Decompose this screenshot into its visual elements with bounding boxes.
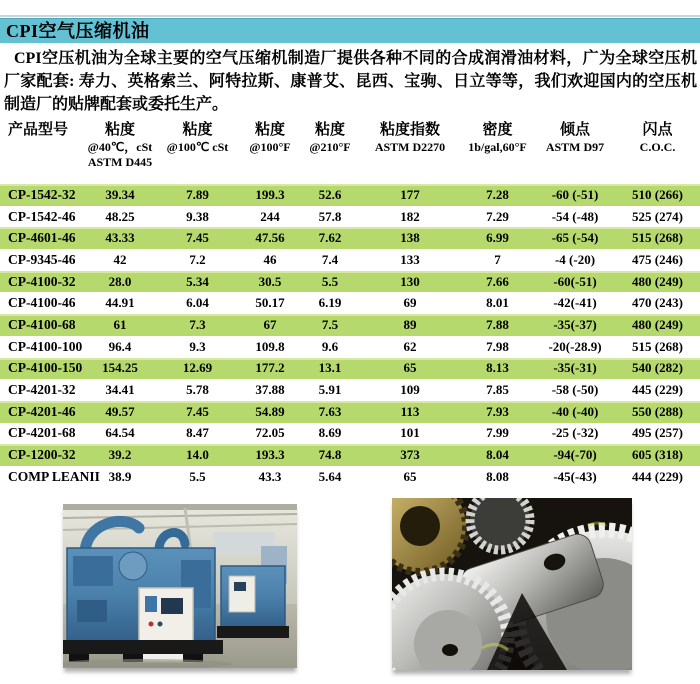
table-row bbox=[0, 206, 700, 228]
column-header bbox=[615, 118, 700, 184]
spec-value-cell: 69 bbox=[403, 295, 417, 311]
spec-value-cell: 445 (229) bbox=[632, 382, 683, 398]
product-model-cell: CP-1542-32 bbox=[8, 186, 76, 202]
spec-value-cell: 177.2 bbox=[255, 360, 285, 376]
spec-value-cell: 47.56 bbox=[255, 230, 285, 246]
column-header-label: 粘度 bbox=[182, 122, 213, 138]
table-header-row bbox=[0, 118, 700, 184]
column-header-sublabel: @210°F bbox=[309, 140, 351, 154]
column-header-sublabel: C.O.C. bbox=[639, 140, 676, 154]
product-model-cell: CP-4201-68 bbox=[8, 425, 76, 441]
column-header-label: 密度 bbox=[482, 122, 513, 138]
spec-value-cell: 182 bbox=[400, 208, 420, 224]
spec-value-cell: 515 (268) bbox=[632, 338, 683, 354]
spec-value-cell: 177 bbox=[400, 186, 420, 202]
spec-value-cell: 7.4 bbox=[321, 251, 339, 267]
column-header-label: 粘度 bbox=[254, 122, 285, 138]
gears-photo-drawing bbox=[392, 498, 632, 670]
column-header bbox=[360, 118, 460, 184]
spec-value-cell: -35(-37) bbox=[553, 316, 597, 332]
spec-value-cell: 49.57 bbox=[105, 403, 135, 419]
spec-value-cell: 7.45 bbox=[186, 403, 209, 419]
spec-value-cell: -20(-28.9) bbox=[548, 338, 602, 354]
oil-spec-table bbox=[0, 118, 700, 488]
spec-value-cell: -42(-41) bbox=[553, 295, 597, 311]
section-title-bar bbox=[0, 18, 700, 43]
column-header bbox=[460, 118, 535, 184]
spec-value-cell: 5.64 bbox=[318, 468, 342, 484]
spec-value-cell: -25 (-32) bbox=[551, 425, 599, 441]
spec-value-cell: 605 (318) bbox=[632, 447, 683, 463]
spec-value-cell: 193.3 bbox=[255, 447, 285, 463]
column-header-sublabel: ASTM D2270 bbox=[374, 140, 446, 154]
product-model-cell: CP-4100-46 bbox=[8, 295, 76, 311]
product-model-cell: CP-4601-46 bbox=[8, 230, 76, 246]
spec-value-cell: 5.91 bbox=[318, 382, 342, 398]
product-model-cell: CP-4100-150 bbox=[8, 360, 83, 376]
spec-value-cell: 28.0 bbox=[108, 273, 132, 289]
spec-value-cell: 7.63 bbox=[318, 403, 342, 419]
product-model-cell: COMP LEANII bbox=[8, 468, 100, 484]
table-body bbox=[0, 184, 700, 488]
spec-value-cell: -60(-51) bbox=[553, 273, 597, 289]
spec-value-cell: 475 (246) bbox=[632, 251, 683, 267]
spec-value-cell: 8.04 bbox=[486, 447, 509, 463]
spec-value-cell: 7.85 bbox=[486, 382, 509, 398]
spec-value-cell: 89 bbox=[403, 316, 417, 332]
spec-value-cell: 42 bbox=[113, 251, 127, 267]
product-model-cell: CP-1200-32 bbox=[8, 447, 76, 463]
product-model-cell: CP-4201-46 bbox=[8, 403, 76, 419]
spec-value-cell: 480 (249) bbox=[632, 316, 683, 332]
spec-value-cell: 34.41 bbox=[105, 382, 135, 398]
spec-value-cell: 96.4 bbox=[108, 338, 132, 354]
product-model-cell: CP-9345-46 bbox=[8, 251, 76, 267]
column-header-sublabel: @100℃ cSt bbox=[166, 140, 229, 154]
spec-value-cell: 43.33 bbox=[105, 230, 135, 246]
spec-value-cell: 7.98 bbox=[486, 338, 509, 354]
column-header-label: 粘度指数 bbox=[379, 122, 440, 138]
spec-value-cell: 8.08 bbox=[486, 468, 509, 484]
column-header-label: 粘度 bbox=[314, 122, 345, 138]
table-row bbox=[0, 423, 700, 445]
spec-value-cell: 7.29 bbox=[486, 208, 509, 224]
spec-value-cell: 7.88 bbox=[486, 316, 509, 332]
table-row bbox=[0, 336, 700, 358]
spec-value-cell: 7.2 bbox=[189, 251, 206, 267]
spec-value-cell: 5.78 bbox=[186, 382, 209, 398]
spec-value-cell: 373 bbox=[400, 447, 420, 463]
spec-value-cell: 65 bbox=[403, 468, 417, 484]
product-model-cell: CP-4100-100 bbox=[8, 338, 83, 354]
spec-value-cell: -60 (-51) bbox=[551, 186, 599, 202]
column-header-sublabel: @100°F bbox=[249, 140, 291, 154]
column-header bbox=[155, 118, 240, 184]
column-header-label: 倾点 bbox=[559, 122, 590, 138]
top-divider bbox=[0, 15, 700, 17]
column-header-sublabel: ASTM D97 bbox=[545, 140, 605, 154]
spec-value-cell: 43.3 bbox=[258, 468, 282, 484]
spec-value-cell: 5.34 bbox=[186, 273, 209, 289]
spec-value-cell: -4 (-20) bbox=[554, 251, 596, 267]
spec-value-cell: 67 bbox=[263, 316, 277, 332]
spec-value-cell: 495 (257) bbox=[632, 425, 683, 441]
spec-value-cell: 7.28 bbox=[486, 186, 509, 202]
spec-value-cell: 7.99 bbox=[486, 425, 509, 441]
spec-value-cell: 480 (249) bbox=[632, 273, 683, 289]
table-row bbox=[0, 401, 700, 423]
spec-value-cell: -35(-31) bbox=[553, 360, 597, 376]
compressor-photo bbox=[63, 504, 297, 668]
spec-value-cell: 7.5 bbox=[321, 316, 339, 332]
spec-value-cell: -58 (-50) bbox=[551, 382, 599, 398]
spec-value-cell: 113 bbox=[400, 403, 420, 419]
spec-value-cell: 64.54 bbox=[105, 425, 135, 441]
column-header-sublabel: 1b/gal,60°F bbox=[468, 140, 527, 154]
spec-value-cell: 515 (268) bbox=[632, 230, 683, 246]
spec-value-cell: 9.6 bbox=[321, 338, 339, 354]
spec-value-cell: 7.93 bbox=[486, 403, 509, 419]
spec-value-cell: 244 bbox=[260, 208, 280, 224]
table-row bbox=[0, 314, 700, 336]
spec-value-cell: 7.66 bbox=[486, 273, 509, 289]
spec-value-cell: 525 (274) bbox=[632, 208, 683, 224]
spec-value-cell: 7.62 bbox=[318, 230, 342, 246]
product-model-cell: CP-4100-32 bbox=[8, 273, 76, 289]
spec-value-cell: 8.69 bbox=[318, 425, 342, 441]
table-row bbox=[0, 466, 700, 488]
spec-value-cell: 199.3 bbox=[255, 186, 285, 202]
table-row bbox=[0, 227, 700, 249]
spec-value-cell: 72.05 bbox=[255, 425, 285, 441]
table-row bbox=[0, 358, 700, 380]
spec-value-cell: 6.04 bbox=[186, 295, 209, 311]
spec-value-cell: 7.3 bbox=[189, 316, 206, 332]
spec-value-cell: 7 bbox=[494, 251, 501, 267]
table-row bbox=[0, 249, 700, 271]
column-header bbox=[0, 118, 85, 184]
column-header-sublabel: ASTM D445 bbox=[87, 155, 153, 169]
spec-value-cell: 8.01 bbox=[486, 295, 509, 311]
spec-value-cell: 109 bbox=[400, 382, 420, 398]
product-model-cell: CP-4201-32 bbox=[8, 382, 76, 398]
spec-value-cell: 8.13 bbox=[486, 360, 509, 376]
spec-value-cell: 540 (282) bbox=[632, 360, 683, 376]
photos-section bbox=[0, 498, 700, 684]
spec-value-cell: 61 bbox=[113, 316, 127, 332]
spec-value-cell: 138 bbox=[400, 230, 420, 246]
table-row bbox=[0, 271, 700, 293]
spec-value-cell: 133 bbox=[400, 251, 420, 267]
spec-value-cell: 5.5 bbox=[189, 468, 206, 484]
spec-value-cell: 65 bbox=[403, 360, 417, 376]
spec-value-cell: 7.45 bbox=[186, 230, 209, 246]
spec-value-cell: 39.34 bbox=[105, 186, 135, 202]
spec-value-cell: 38.9 bbox=[108, 468, 132, 484]
column-header bbox=[535, 118, 615, 184]
product-model-cell: CP-4100-68 bbox=[8, 316, 76, 332]
spec-value-cell: 7.89 bbox=[186, 186, 209, 202]
spec-value-cell: 8.47 bbox=[186, 425, 209, 441]
spec-value-cell: -54 (-48) bbox=[551, 208, 599, 224]
spec-value-cell: 109.8 bbox=[255, 338, 285, 354]
spec-value-cell: -94(-70) bbox=[553, 447, 597, 463]
column-header-label: 闪点 bbox=[642, 122, 673, 138]
spec-value-cell: 57.8 bbox=[318, 208, 342, 224]
spec-value-cell: -45(-43) bbox=[553, 468, 597, 484]
table-row bbox=[0, 292, 700, 314]
column-header-sublabel: @40℃，cSt bbox=[87, 140, 153, 154]
spec-value-cell: 39.2 bbox=[108, 447, 132, 463]
spec-value-cell: 6.19 bbox=[318, 295, 342, 311]
spec-value-cell: 37.88 bbox=[255, 382, 285, 398]
spec-value-cell: 101 bbox=[400, 425, 420, 441]
spec-value-cell: 130 bbox=[400, 273, 420, 289]
spec-value-cell: 14.0 bbox=[186, 447, 209, 463]
spec-value-cell: 154.25 bbox=[102, 360, 138, 376]
spec-value-cell: 52.6 bbox=[318, 186, 342, 202]
spec-value-cell: 30.5 bbox=[258, 273, 282, 289]
spec-value-cell: 62 bbox=[403, 338, 417, 354]
spec-value-cell: 550 (288) bbox=[632, 403, 683, 419]
column-header-label: 粘度 bbox=[104, 122, 135, 138]
spec-value-cell: 6.99 bbox=[486, 230, 509, 246]
column-header bbox=[300, 118, 360, 184]
compressor-photo-drawing bbox=[63, 504, 297, 668]
spec-value-cell: 5.5 bbox=[321, 273, 339, 289]
spec-value-cell: 13.1 bbox=[318, 360, 342, 376]
spec-value-cell: -40 (-40) bbox=[551, 403, 599, 419]
column-header bbox=[85, 118, 155, 184]
spec-value-cell: 12.69 bbox=[182, 360, 213, 376]
spec-value-cell: 470 (243) bbox=[632, 295, 683, 311]
gears-photo bbox=[392, 498, 632, 670]
spec-value-cell: 74.8 bbox=[318, 447, 342, 463]
table-row bbox=[0, 379, 700, 401]
spec-value-cell: 54.89 bbox=[255, 403, 285, 419]
product-model-cell: CP-1542-46 bbox=[8, 208, 76, 224]
column-header-label: 产品型号 bbox=[8, 122, 69, 138]
column-header bbox=[240, 118, 300, 184]
spec-value-cell: 50.17 bbox=[255, 295, 285, 311]
spec-value-cell: -65 (-54) bbox=[551, 230, 599, 246]
spec-value-cell: 46 bbox=[263, 251, 277, 267]
table-row bbox=[0, 444, 700, 466]
spec-value-cell: 444 (229) bbox=[632, 468, 683, 484]
spec-value-cell: 48.25 bbox=[105, 208, 135, 224]
spec-value-cell: 44.91 bbox=[105, 295, 135, 311]
spec-value-cell: 510 (266) bbox=[632, 186, 683, 202]
page-title: CPI空气压缩机油 bbox=[6, 21, 150, 41]
spec-value-cell: 9.3 bbox=[189, 338, 206, 354]
table-row bbox=[0, 184, 700, 206]
spec-value-cell: 9.38 bbox=[186, 208, 209, 224]
intro-paragraph: CPI空压机油为全球主要的空气压缩机制造厂提供各种不同的合成润滑油材料，广为全球空压机厂家配套: 寿力、英格索兰、阿特拉斯、康普艾、昆西、宝驹、日立等等，我们欢迎国内的空压机制造厂的贴牌配套或委托生产。 bbox=[4, 50, 697, 113]
